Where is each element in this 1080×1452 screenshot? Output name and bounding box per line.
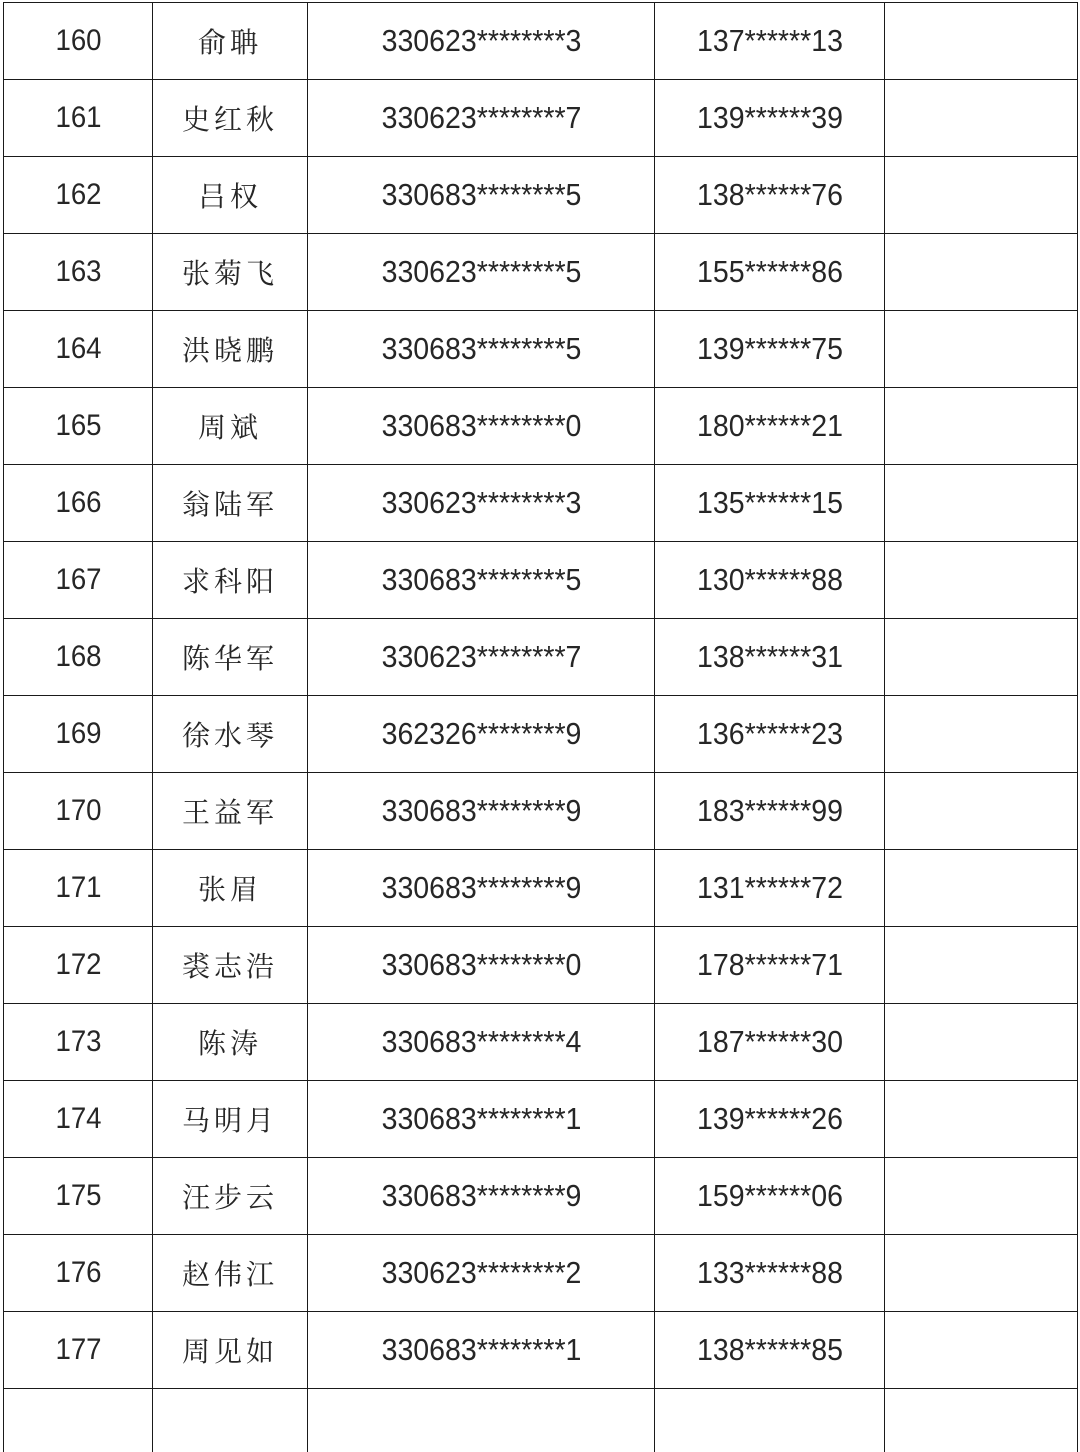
name-cell: 赵伟江 bbox=[153, 1235, 308, 1312]
remarks-cell bbox=[885, 542, 1078, 619]
remarks-cell bbox=[885, 1004, 1078, 1081]
table-row bbox=[4, 1389, 1078, 1452]
row-number-cell: 173 bbox=[9, 1004, 146, 1081]
id-number-cell: 330623********5 bbox=[321, 234, 640, 311]
phone-cell: 159******06 bbox=[664, 1158, 876, 1235]
table-row bbox=[4, 157, 1078, 234]
phone-cell: 155******86 bbox=[664, 234, 876, 311]
phone-cell bbox=[664, 1389, 876, 1452]
id-number-cell: 330683********5 bbox=[321, 311, 640, 388]
id-number-cell: 330623********7 bbox=[321, 80, 640, 157]
table-row bbox=[4, 311, 1078, 388]
name-cell: 求科阳 bbox=[153, 542, 308, 619]
table-row bbox=[4, 1081, 1078, 1158]
id-number-cell: 330683********0 bbox=[321, 927, 640, 1004]
name-cell: 洪晓鹏 bbox=[153, 311, 308, 388]
remarks-cell bbox=[885, 927, 1078, 1004]
name-cell: 俞聃 bbox=[153, 3, 308, 80]
table-row bbox=[4, 388, 1078, 465]
name-cell: 周斌 bbox=[153, 388, 308, 465]
phone-cell: 135******15 bbox=[664, 465, 876, 542]
row-number-cell: 175 bbox=[9, 1158, 146, 1235]
name-cell: 裘志浩 bbox=[153, 927, 308, 1004]
id-number-cell: 330623********3 bbox=[321, 3, 640, 80]
phone-cell: 138******31 bbox=[664, 619, 876, 696]
phone-cell: 187******30 bbox=[664, 1004, 876, 1081]
row-number-cell: 170 bbox=[9, 773, 146, 850]
phone-cell: 139******39 bbox=[664, 80, 876, 157]
name-cell: 翁陆军 bbox=[153, 465, 308, 542]
row-number-cell: 174 bbox=[9, 1081, 146, 1158]
id-number-cell: 330683********5 bbox=[321, 157, 640, 234]
name-cell: 史红秋 bbox=[153, 80, 308, 157]
row-number-cell: 167 bbox=[9, 542, 146, 619]
row-number-cell: 165 bbox=[9, 388, 146, 465]
phone-cell: 183******99 bbox=[664, 773, 876, 850]
name-cell: 吕权 bbox=[153, 157, 308, 234]
name-cell: 陈华军 bbox=[153, 619, 308, 696]
row-number-cell: 164 bbox=[9, 311, 146, 388]
row-number-cell: 162 bbox=[9, 157, 146, 234]
id-number-cell: 330683********9 bbox=[321, 1158, 640, 1235]
remarks-cell bbox=[885, 388, 1078, 465]
phone-cell: 138******76 bbox=[664, 157, 876, 234]
id-number-cell: 330683********4 bbox=[321, 1004, 640, 1081]
table-row bbox=[4, 1312, 1078, 1389]
row-number-cell: 163 bbox=[9, 234, 146, 311]
remarks-cell bbox=[885, 696, 1078, 773]
table-row bbox=[4, 465, 1078, 542]
remarks-cell bbox=[885, 80, 1078, 157]
id-number-cell: 330683********9 bbox=[321, 773, 640, 850]
name-cell: 王益军 bbox=[153, 773, 308, 850]
remarks-cell bbox=[885, 3, 1078, 80]
table-row bbox=[4, 619, 1078, 696]
table-row bbox=[4, 80, 1078, 157]
row-number-cell bbox=[9, 1389, 146, 1452]
name-cell: 周见如 bbox=[153, 1312, 308, 1389]
name-cell: 马明月 bbox=[153, 1081, 308, 1158]
name-cell: 张菊飞 bbox=[153, 234, 308, 311]
name-cell: 陈涛 bbox=[153, 1004, 308, 1081]
row-number-cell: 171 bbox=[9, 850, 146, 927]
name-cell: 汪步云 bbox=[153, 1158, 308, 1235]
row-number-cell: 169 bbox=[9, 696, 146, 773]
table-row bbox=[4, 3, 1078, 80]
name-cell bbox=[153, 1389, 308, 1452]
id-number-cell: 330623********7 bbox=[321, 619, 640, 696]
table-row bbox=[4, 1004, 1078, 1081]
id-number-cell bbox=[321, 1389, 640, 1452]
row-number-cell: 160 bbox=[9, 3, 146, 80]
id-number-cell: 330683********0 bbox=[321, 388, 640, 465]
remarks-cell bbox=[885, 1081, 1078, 1158]
phone-cell: 130******88 bbox=[664, 542, 876, 619]
row-number-cell: 172 bbox=[9, 927, 146, 1004]
remarks-cell bbox=[885, 311, 1078, 388]
id-number-cell: 330623********3 bbox=[321, 465, 640, 542]
table-row bbox=[4, 773, 1078, 850]
remarks-cell bbox=[885, 1389, 1078, 1452]
phone-cell: 137******13 bbox=[664, 3, 876, 80]
phone-cell: 131******72 bbox=[664, 850, 876, 927]
remarks-cell bbox=[885, 1235, 1078, 1312]
phone-cell: 133******88 bbox=[664, 1235, 876, 1312]
phone-cell: 138******85 bbox=[664, 1312, 876, 1389]
remarks-cell bbox=[885, 465, 1078, 542]
phone-cell: 139******75 bbox=[664, 311, 876, 388]
table-row bbox=[4, 1235, 1078, 1312]
name-cell: 徐水琴 bbox=[153, 696, 308, 773]
id-number-cell: 362326********9 bbox=[321, 696, 640, 773]
row-number-cell: 168 bbox=[9, 619, 146, 696]
remarks-cell bbox=[885, 234, 1078, 311]
table-row bbox=[4, 1158, 1078, 1235]
id-number-cell: 330683********1 bbox=[321, 1312, 640, 1389]
remarks-cell bbox=[885, 1158, 1078, 1235]
table-row bbox=[4, 234, 1078, 311]
name-cell: 张眉 bbox=[153, 850, 308, 927]
roster-table bbox=[3, 2, 1078, 1452]
id-number-cell: 330683********5 bbox=[321, 542, 640, 619]
roster-table-body bbox=[4, 3, 1078, 1452]
table-row bbox=[4, 927, 1078, 1004]
phone-cell: 136******23 bbox=[664, 696, 876, 773]
phone-cell: 180******21 bbox=[664, 388, 876, 465]
id-number-cell: 330683********9 bbox=[321, 850, 640, 927]
id-number-cell: 330683********1 bbox=[321, 1081, 640, 1158]
phone-cell: 139******26 bbox=[664, 1081, 876, 1158]
row-number-cell: 166 bbox=[9, 465, 146, 542]
table-row bbox=[4, 542, 1078, 619]
table-row bbox=[4, 696, 1078, 773]
remarks-cell bbox=[885, 850, 1078, 927]
id-number-cell: 330623********2 bbox=[321, 1235, 640, 1312]
remarks-cell bbox=[885, 157, 1078, 234]
phone-cell: 178******71 bbox=[664, 927, 876, 1004]
table-row bbox=[4, 850, 1078, 927]
row-number-cell: 161 bbox=[9, 80, 146, 157]
remarks-cell bbox=[885, 773, 1078, 850]
remarks-cell bbox=[885, 619, 1078, 696]
row-number-cell: 176 bbox=[9, 1235, 146, 1312]
row-number-cell: 177 bbox=[9, 1312, 146, 1389]
remarks-cell bbox=[885, 1312, 1078, 1389]
